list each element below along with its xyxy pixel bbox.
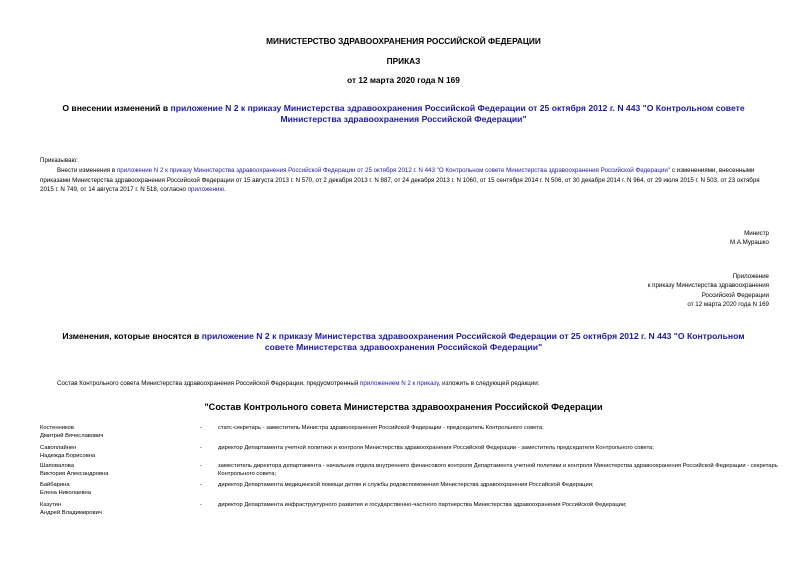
member-given-name: Елена Николаевна <box>40 489 91 496</box>
member-name <box>40 482 190 497</box>
member-role: директор Департамента инфраструктурного развития и государственно-частного партнерства Министерства здравоохранения Российской Федерации; <box>218 502 627 508</box>
intro-paragraph <box>57 379 777 389</box>
preamble-text-3: . <box>224 186 226 194</box>
order-heading-prefix: О внесении изменений в <box>62 103 171 113</box>
member-role: заместитель директора департамента - начальник отдела внутреннего финансового контроля Департамента учетной политики и контроля Министерства здравоохранения Российской Федерации - секретарь Контрольного совета; <box>218 463 778 477</box>
intro-text-1: Состав Контрольного совета Министерства здравоохранения Российской Федерации, предусмотренный <box>57 380 361 387</box>
changes-heading-link[interactable]: приложение N 2 к приказу Министерства здравоохранения Российской Федерации от 25 октября 2012 г. N 443 "О Контрольном совете Министерства здравоохранения Российской Федерации" <box>201 331 745 352</box>
order-heading-link[interactable]: приложение N 2 к приказу Министерства здравоохранения Российской Федерации от 25 октября 2012 г. N 443 "О Контрольном совете Министерства здравоохранения Российской Федерации" <box>170 103 745 124</box>
order-word: ПРИКАЗ <box>386 56 421 66</box>
member-surname: Байбарина <box>40 482 70 488</box>
appendix-note <box>648 272 769 310</box>
member-name <box>40 502 190 517</box>
member-given-name: Надежда Борисовна <box>40 452 96 459</box>
order-date: от 12 марта 2020 года N 169 <box>347 75 460 85</box>
member-role: директор Департамента учетной политики и контроля Министерства здравоохранения Российской Федерации - заместитель председателя Контрольного совета; <box>218 445 654 451</box>
signature-block <box>730 229 769 248</box>
preamble-text-1: Внести изменения в <box>57 167 117 174</box>
member-given-name: Дмитрий Вячеславович <box>40 432 104 439</box>
order-label: Приказываю: <box>40 157 78 164</box>
member-given-name: Андрей Владимирович <box>40 509 102 516</box>
ministry-title: МИНИСТЕРСТВО ЗДРАВООХРАНЕНИЯ РОССИЙСКОЙ ФЕДЕРАЦИИ <box>266 36 541 46</box>
member-role: статс-секретарь - заместитель Министра здравоохранения Российской Федерации - председатель Контрольного совета; <box>218 425 544 431</box>
appendix-note-line3: Российской Федерации <box>701 291 769 299</box>
intro-link[interactable]: приложением N 2 к приказу <box>360 380 439 387</box>
intro-text-2: , изложить в следующей редакции: <box>438 380 540 387</box>
preamble-link-annex[interactable]: приложению <box>187 186 225 194</box>
preamble-text-2: с изменениями, внесенными приказами Министерства здравоохранения Российской Федерации от 15 августа 2013 г. N 570, от 2 декабря 2013 г. N 887, от 24 декабря 2013 г. N 1060, от 15 сентября 2014 г. N 506, от 30 декабря 2014 г. N 964, от 29 июля 2015 г. N 503, от 23 октября 2015 г. N 749, от 14 августа 2017 г. N 518, согласно <box>40 167 760 194</box>
member-dash: - <box>200 463 202 469</box>
appendix-note-line4: от 12 марта 2020 года N 169 <box>687 301 769 309</box>
member-dash: - <box>200 482 202 488</box>
member-given-name: Виктория Александровна <box>40 470 109 477</box>
changes-heading <box>50 331 757 353</box>
signature-title: Министр <box>744 230 769 237</box>
appendix-note-line1: Приложение <box>732 273 769 280</box>
member-name <box>40 425 190 440</box>
member-name <box>40 445 190 460</box>
signature-name: М.А.Мурашко <box>729 239 769 247</box>
member-role: директор Департамента медицинской помощи детям и службы родовспоможения Министерства здравоохранения Российской Федерации; <box>218 482 594 488</box>
appendix-note-line2: к приказу Министерства здравоохранения <box>647 282 769 290</box>
member-surname: Шаповалова <box>40 463 75 469</box>
member-name <box>40 463 190 478</box>
member-surname: Костенников <box>40 425 74 431</box>
preamble-link-appendix[interactable]: приложение N 2 к приказу Министерства здравоохранения Российской Федерации от 25 октября 2012 г. N 443 "О Контрольном совете Министерства здравоохранения Российской Федерации" <box>116 167 671 174</box>
changes-heading-prefix: Изменения, которые вносятся в <box>62 331 202 341</box>
order-heading <box>60 103 747 125</box>
member-surname: Савоплайнен <box>40 445 77 451</box>
preamble-paragraph <box>40 166 770 195</box>
member-surname: Казутин <box>40 502 62 508</box>
member-dash: - <box>200 502 202 508</box>
member-dash: - <box>200 425 202 431</box>
member-dash: - <box>200 445 202 451</box>
members-title: "Состав Контрольного совета Министерства здравоохранения Российской Федерации <box>204 402 603 412</box>
